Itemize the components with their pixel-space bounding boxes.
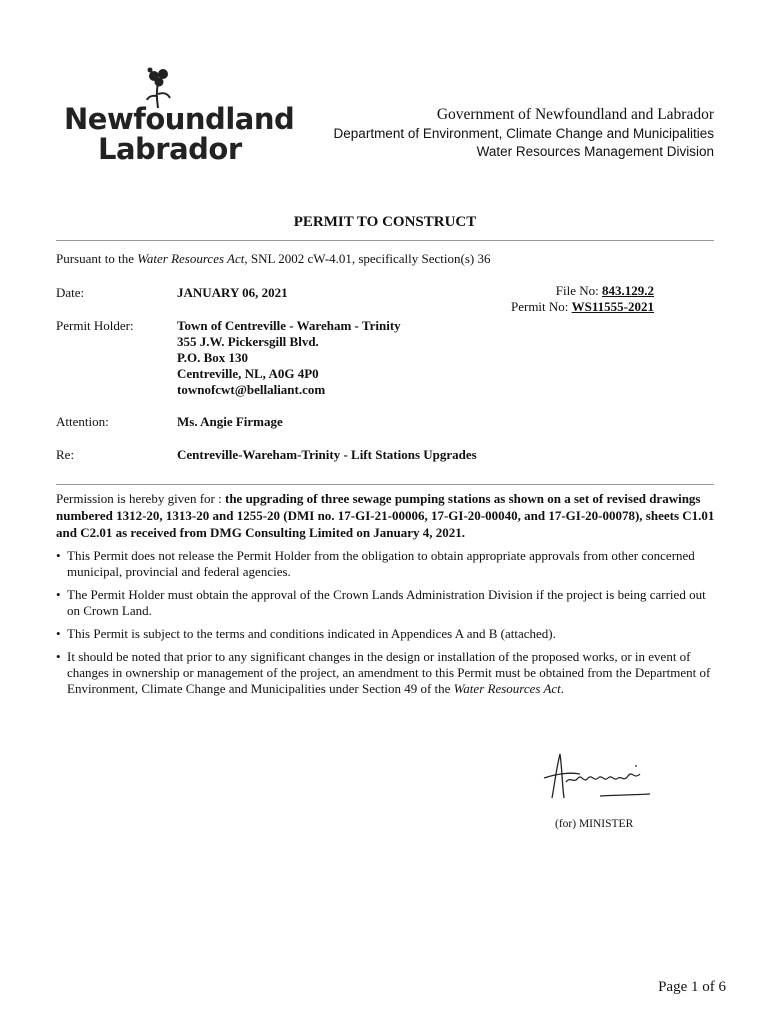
re-value: Centreville-Wareham-Trinity - Lift Stations Upgrades	[177, 447, 477, 462]
list-item	[56, 548, 716, 580]
file-permit-block	[511, 283, 654, 315]
file-no-line	[511, 283, 654, 299]
pursuant-act: Water Resources Act	[137, 251, 245, 266]
holder-email: townofcwt@bellaliant.com	[177, 382, 326, 397]
attention-label: Attention:	[56, 414, 109, 429]
re-label: Re:	[56, 447, 75, 462]
divider-middle	[56, 484, 714, 485]
conditions-list	[56, 548, 716, 704]
permission-paragraph	[56, 490, 716, 541]
holder-line: P.O. Box 130	[177, 350, 249, 365]
pursuant-prefix: Pursuant to the	[56, 251, 138, 266]
list-item	[56, 626, 716, 642]
attention-value: Ms. Angie Firmage	[177, 414, 283, 429]
date-label: Date:	[56, 285, 85, 300]
condition-suffix: .	[560, 681, 565, 696]
condition-text: The Permit Holder must obtain the approval of the Crown Lands Administration Division if the project is being carried out on Crown Land.	[67, 587, 706, 618]
condition-text: This Permit is subject to the terms and conditions indicated in Appendices A and B (attached).	[67, 626, 556, 641]
logo-line-1: Newfoundland	[64, 102, 295, 136]
holder-address	[177, 318, 401, 398]
permit-no-value: WS11555-2021	[571, 299, 654, 314]
holder-line: 355 J.W. Pickersgill Blvd.	[177, 334, 319, 349]
list-item	[56, 649, 716, 697]
logo-line-2: Labrador	[98, 132, 242, 166]
list-item	[56, 587, 716, 619]
government-name: Government of Newfoundland and Labrador	[436, 106, 714, 123]
page-number: Page 1 of 6	[658, 979, 726, 995]
condition-text: It should be noted that prior to any significant changes in the design or installation of the proposed works, or in event of changes in ownership or management of the project, an amendment to this Permit must be obtained from the Department of Environment, Climate Change and Municipalities under Section 49 of the	[67, 649, 711, 696]
bullet: •	[56, 649, 61, 664]
permission-prefix: Permission is hereby given for :	[56, 491, 225, 506]
signature-caption: (for) MINISTER	[555, 818, 634, 830]
pursuant-line	[56, 251, 490, 267]
department-name: Department of Environment, Climate Change and Municipalities	[333, 126, 714, 141]
file-no-label: File No:	[555, 283, 599, 298]
permit-no-label: Permit No:	[510, 299, 569, 314]
page-title: PERMIT TO CONSTRUCT	[293, 214, 477, 230]
condition-text: This Permit does not release the Permit Holder from the obligation to obtain appropriate approvals from other concerned municipal, provincial and federal agencies.	[67, 548, 695, 579]
signature-image	[540, 748, 660, 808]
file-no-value: 843.129.2	[602, 283, 654, 298]
divider-top	[56, 240, 714, 241]
division-name: Water Resources Management Division	[476, 144, 714, 159]
date-value: JANUARY 06, 2021	[177, 285, 288, 300]
permit-no-line	[511, 299, 654, 315]
bullet: •	[56, 626, 61, 641]
bullet: •	[56, 548, 61, 563]
holder-label: Permit Holder:	[56, 318, 134, 333]
nl-logo	[64, 66, 295, 166]
pursuant-suffix: , SNL 2002 cW-4.01, specifically Section(s) 36	[244, 251, 491, 266]
holder-line: Centreville, NL, A0G 4P0	[177, 366, 319, 381]
holder-line: Town of Centreville - Wareham - Trinity	[177, 318, 401, 333]
permission-body: the upgrading of three sewage pumping stations as shown on a set of revised drawings numbered 1312-20, 1313-20 and 1255-20 (DMI no. 17-GI-21-00006, 17-GI-20-00040, and 17-GI-20-00078), sheets C1.01 and C2.01 as received from DMG Consulting Limited on January 4, 2021.	[56, 491, 715, 540]
bullet: •	[56, 587, 61, 602]
condition-act: Water Resources Act	[453, 681, 561, 696]
